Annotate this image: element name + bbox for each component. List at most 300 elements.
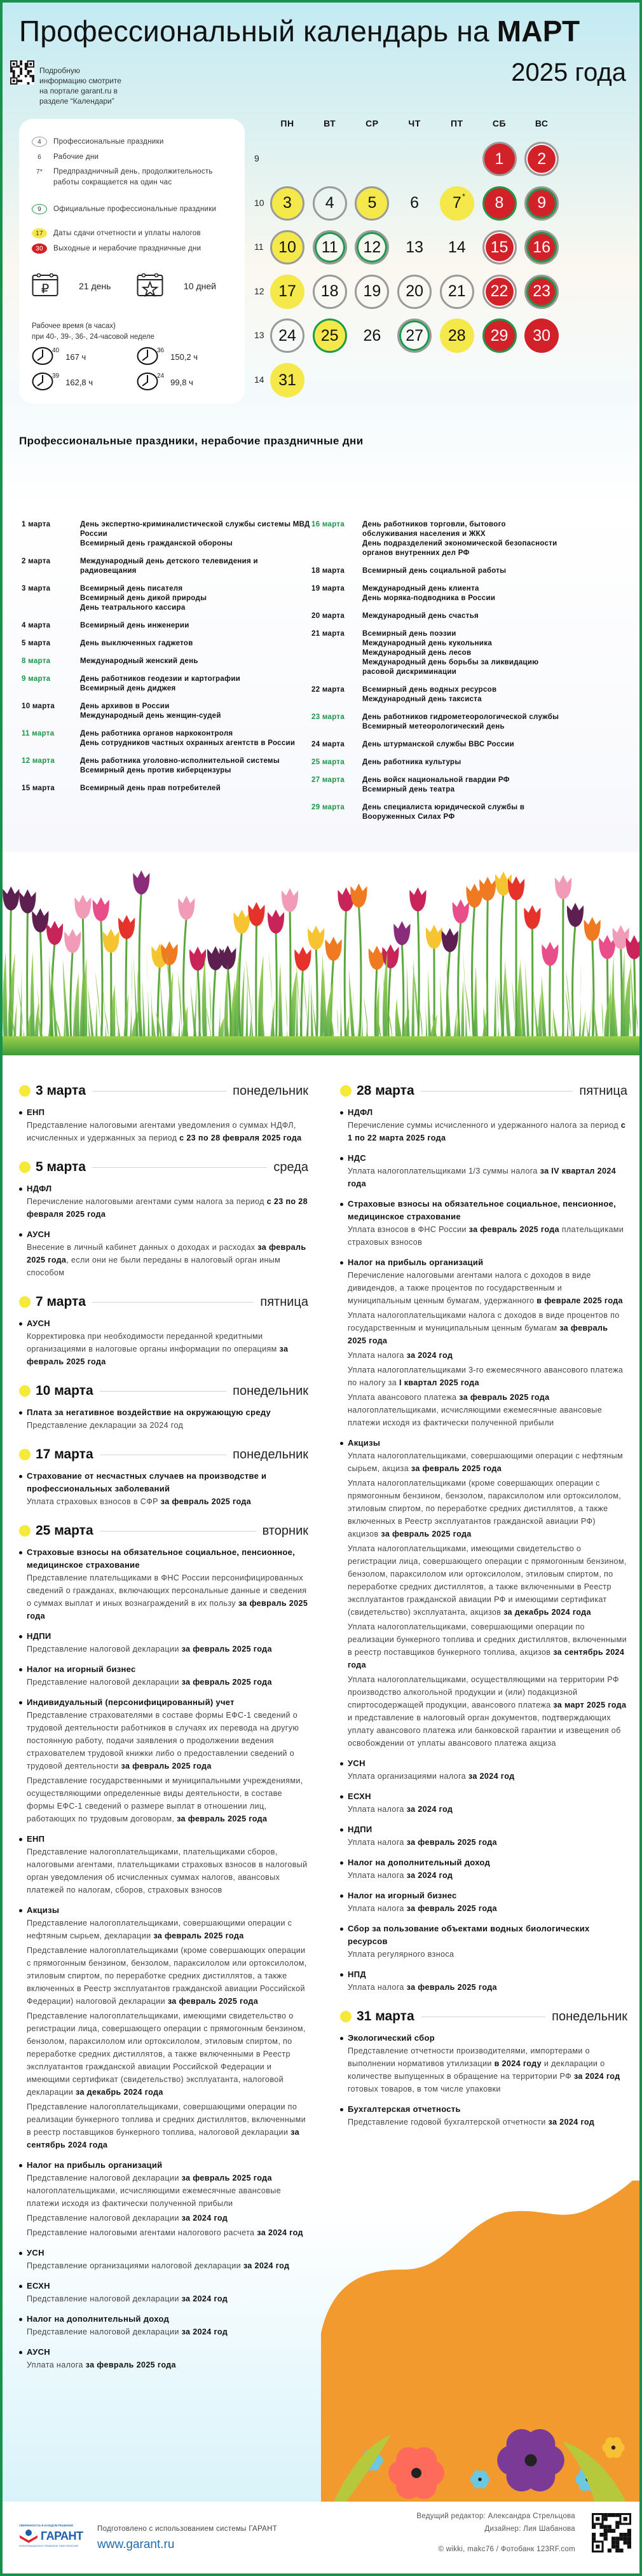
calendar-day[interactable] xyxy=(270,186,304,221)
weekday-header: СР xyxy=(365,118,379,128)
stat-workdays-value: 21 день xyxy=(79,280,111,291)
legend-label: Даты сдачи отчетности и уплаты налогов xyxy=(53,230,201,237)
deadline-item xyxy=(19,2247,308,2272)
deadline-header xyxy=(19,1381,308,1401)
holiday-name: Международный день клиента xyxy=(362,585,479,593)
flowers-illustration xyxy=(321,2181,639,2502)
day-number: 13 xyxy=(406,238,423,256)
description-text: Уплата налогоплательщиками налога с доходов в виде процентов по государственным и муниципальным ценным бумагам xyxy=(348,1311,620,1333)
deadline-header xyxy=(19,1444,308,1465)
deadline-item-title: Индивидуальный (персонифицированный) учет xyxy=(27,1697,235,1707)
calendar-day[interactable] xyxy=(355,275,389,309)
day-number: 27 xyxy=(406,326,423,345)
deadline-date: 3 марта xyxy=(36,1083,86,1098)
deadline-weekday: понедельник xyxy=(233,1083,308,1098)
deadline-day xyxy=(19,1444,308,1508)
week-number: 12 xyxy=(254,285,264,296)
credits xyxy=(416,2510,575,2556)
stat-holidays xyxy=(137,273,216,299)
divider xyxy=(92,1302,254,1303)
calendar-day[interactable] xyxy=(440,186,474,221)
holiday-item xyxy=(311,612,566,621)
page-year: 2025 года xyxy=(511,58,626,86)
description-text: Представление налоговыми агентами уведомления о суммах НДФЛ, исчисленных и удержанных за период xyxy=(27,1121,296,1142)
qr-code-icon[interactable] xyxy=(592,2513,631,2552)
holiday-item xyxy=(311,566,566,576)
description-text: Уплата налога xyxy=(348,1805,407,1814)
holiday-names xyxy=(80,621,315,631)
deadline-description xyxy=(27,1676,308,1689)
deadline-description xyxy=(27,1330,308,1368)
deadline-item-title: Плата за негативное воздействие на окружающую среду xyxy=(27,1408,271,1417)
deadline-period: за февраль 2025 года xyxy=(27,1599,308,1620)
deadline-item xyxy=(19,1546,308,1622)
legend-item xyxy=(32,228,225,239)
legend-label: Выходные и нерабочие праздничные дни xyxy=(53,245,201,252)
holiday-name: Всемирный день гражданской обороны xyxy=(80,540,233,547)
day-number: 8 xyxy=(495,194,504,212)
deadline-description xyxy=(27,1944,308,2008)
yellow-dot-icon xyxy=(19,1296,31,1308)
deadline-date: 28 марта xyxy=(357,1083,414,1098)
holiday-names xyxy=(362,520,559,558)
holiday-item xyxy=(22,675,320,694)
calendar-day[interactable] xyxy=(397,275,432,309)
holiday-date: 5 марта xyxy=(22,640,51,647)
deadline-item xyxy=(340,1790,627,1816)
description-text: Представление налогоплательщиками, имеющими свидетельство о регистрации лица, совершающего операции с прямогонным бензином, бензолом, параксилолом или ортоксилолом, этиловым спиртом, по переработке средних дистиллятов, а также включенными в Реестр эксплуатантов гражданской авиации Российской Федерации и имеющими сертификат (свидетельство) эксплуатанта, налоговой декларации xyxy=(27,2011,306,2097)
calendar-day[interactable] xyxy=(524,142,559,176)
description-text: Уплата налога xyxy=(348,1838,407,1847)
holiday-name: День работников геодезии и картографии xyxy=(80,675,241,683)
yellow-dot-icon xyxy=(19,1525,31,1537)
day-number: 9 xyxy=(537,194,547,212)
holiday-names xyxy=(362,566,559,576)
hours-value: 99,8 ч xyxy=(170,378,193,387)
deadline-description xyxy=(348,1902,627,1915)
calendar-day[interactable] xyxy=(482,186,517,221)
description-text: Представление налоговой декларации xyxy=(27,2214,182,2223)
deadline-date: 5 марта xyxy=(36,1160,86,1174)
holiday-name: День моряка-подводника в России xyxy=(362,594,496,602)
yellow-dot-icon xyxy=(340,1085,352,1097)
deadline-description xyxy=(27,2212,308,2224)
deadline-period: за 2024 год xyxy=(181,2214,228,2223)
deadline-period: за 2024 год xyxy=(573,2072,620,2081)
deadline-weekday: понедельник xyxy=(552,2009,627,2024)
hours-value: 162,8 ч xyxy=(65,378,93,387)
holiday-item xyxy=(22,520,320,549)
deadline-description xyxy=(27,2292,308,2305)
holiday-name: Международный день борьбы за ликвидацию расовой дискриминации xyxy=(362,659,539,676)
deadline-period: за февраль 2025 года xyxy=(160,1497,252,1506)
deadline-period: за февраль 2025 года xyxy=(406,1983,497,1992)
calendar-day[interactable] xyxy=(270,319,304,353)
deadline-period: за февраль 2025 года xyxy=(181,1678,272,1687)
description-text: и представление в налоговый орган документов, подтверждающих уплату авансового платежа или банковской гарантии и извещения об освобождении от уплаты авансового платежа акциза xyxy=(348,1713,621,1748)
calendar-day[interactable] xyxy=(313,275,347,309)
calendar-day[interactable] xyxy=(482,319,517,353)
description-text: Уплата налога xyxy=(348,1983,407,1992)
worktime-caption xyxy=(32,321,154,343)
deadline-description xyxy=(348,1673,627,1750)
holiday-name: День театрального кассира xyxy=(80,604,186,612)
deadline-item-title: Сбор за пользование объектами водных биологических ресурсов xyxy=(348,1924,590,1946)
calendar-day[interactable] xyxy=(524,230,559,264)
prepared-note: Подготовлено с использованием системы ГАРАНТ xyxy=(97,2525,278,2533)
holiday-item xyxy=(22,657,320,666)
holiday-name: День работника органов наркоконтроля xyxy=(80,730,233,737)
holiday-name: День архивов в России xyxy=(80,702,170,710)
logo-tagline: УВЕРЕННОСТЬ В КАЖДОМ РЕШЕНИИ xyxy=(19,2524,73,2527)
deadline-item-title: Экологический сбор xyxy=(348,2033,435,2043)
holiday-date: 24 марта xyxy=(311,741,345,748)
description-text: Уплата страховых взносов в СФР xyxy=(27,1497,161,1506)
deadline-description xyxy=(348,1165,627,1190)
description-text: плательщиками страховых взносов xyxy=(348,1225,624,1247)
day-number: 6 xyxy=(410,194,420,212)
deadline-period: за февраль 2025 года xyxy=(85,2360,176,2369)
description-text: Представление налоговой декларации xyxy=(27,1645,182,1654)
week-number: 9 xyxy=(254,153,259,163)
page-title xyxy=(19,14,580,48)
deadline-day xyxy=(19,1157,308,1279)
holiday-item xyxy=(22,584,320,613)
legend-label: Предпраздничный день, продолжительность работы сокращается на один час xyxy=(53,168,213,186)
description-text: Представление годовой бухгалтерской отчетности xyxy=(348,2118,549,2127)
stat-workdays xyxy=(32,273,111,299)
day-number: 5 xyxy=(367,194,377,212)
deadline-item-title: Страховые взносы на обязательное социальное, пенсионное, медицинское страхование xyxy=(27,1547,296,1570)
deadline-description xyxy=(348,2116,627,2128)
description-text: Перечисление суммы исчисленного и удержанного налога за период xyxy=(348,1121,621,1130)
week-hours: 39 xyxy=(52,373,60,380)
calendar-day[interactable] xyxy=(440,230,474,264)
calendar-day[interactable] xyxy=(482,275,517,309)
legend-sample-plain: 7* xyxy=(36,168,43,175)
deadline-period: за февраль 2025 года xyxy=(181,2174,272,2182)
ruble-calendar-icon xyxy=(32,273,69,299)
holidays-list-left xyxy=(22,520,320,802)
holiday-names xyxy=(80,675,315,694)
deadline-item-title: АУСН xyxy=(27,1230,50,1239)
holiday-date: 2 марта xyxy=(22,558,51,565)
description-text: Корректировка при необходимости переданной кредитными организациями в налоговые органы информации по операциям xyxy=(27,1332,280,1353)
deadline-description xyxy=(27,1917,308,1942)
holiday-names xyxy=(362,740,559,750)
deadline-description xyxy=(348,1119,627,1144)
deadline-weekday: среда xyxy=(273,1160,308,1174)
description-text: Уплата налогоплательщиками (кроме совершающих операции с прямогонным бензином, бензолом, параксилолом или ортоксилолом, этиловым спиртом, по переработке средних дистиллятов, а также включенных в Реестр эксплуатантов гражданской авиации РФ) акцизов xyxy=(348,1479,622,1538)
holiday-item xyxy=(22,729,320,748)
day-number: 29 xyxy=(490,326,509,345)
description-text: Представление налогоплательщиками, плательщиками сборов, налоговыми агентами, плательщиками страховых взносов в налоговый орган уведомления об исчисленных суммах налогов, авансовых платежей по налогам, сборов, страховых взносов xyxy=(27,1847,308,1894)
deadline-period: за февраль 2025 года xyxy=(167,1997,259,2006)
holiday-item xyxy=(311,776,566,795)
week-number: 13 xyxy=(254,330,264,341)
deadline-description xyxy=(348,1620,627,1671)
deadline-period: за 2024 год xyxy=(548,2118,595,2127)
divider xyxy=(92,1091,226,1092)
deadline-description xyxy=(27,2010,308,2099)
holiday-name: День специалиста юридической службы в Вооруженных Силах РФ xyxy=(362,804,525,821)
day-number: 7 xyxy=(452,194,461,212)
holiday-name: Всемирный день социальной работы xyxy=(362,567,507,575)
holiday-name: Международный день лесов xyxy=(362,649,472,657)
holiday-date: 29 марта xyxy=(311,804,345,811)
day-number: 15 xyxy=(490,238,509,256)
deadline-item-title: АУСН xyxy=(27,2347,50,2357)
deadline-item xyxy=(340,1437,627,1750)
calendar-day[interactable] xyxy=(270,275,304,309)
worktime-hours xyxy=(32,372,93,393)
description-text: Представление плательщиками в ФНС России персонифицированных сведений о гражданах, включающих персональные данные и сведения о суммах выплат и иных вознаграждений в их пользу xyxy=(27,1573,307,1608)
week-number: 10 xyxy=(254,197,264,208)
calendar-day[interactable] xyxy=(270,363,304,397)
holiday-item xyxy=(22,784,320,793)
description-text: Уплата налога xyxy=(348,1904,407,1913)
svg-text:₽: ₽ xyxy=(41,282,50,296)
day-number: 25 xyxy=(320,326,339,345)
deadline-item xyxy=(19,1470,308,1508)
deadline-date: 7 марта xyxy=(36,1294,86,1309)
holiday-names xyxy=(80,557,315,576)
day-number: 30 xyxy=(533,326,551,345)
garant-link[interactable]: www.garant.ru xyxy=(97,2538,175,2551)
qr-code-icon[interactable] xyxy=(10,60,34,85)
yellow-dot-icon xyxy=(340,2011,352,2022)
holiday-name: Международный день женщин-судей xyxy=(80,712,221,720)
calendar-day[interactable] xyxy=(313,230,347,264)
holiday-name: Международный день детского телевидения и радиовещания xyxy=(80,558,258,575)
deadline-period: за февраль 2025 года xyxy=(348,1324,608,1345)
description-text: Представление налогоплательщиками, совершающими операции с нефтяным сырьем, декларации xyxy=(27,1919,292,1940)
deadline-description xyxy=(348,1803,627,1816)
description-text: Представление налоговой декларации xyxy=(27,2174,182,2182)
calendar-day[interactable] xyxy=(397,230,432,264)
calendar-day[interactable] xyxy=(313,319,347,353)
deadline-item xyxy=(19,1406,308,1432)
deadline-item xyxy=(19,1663,308,1689)
deadline-item-title: Налог на дополнительный доход xyxy=(348,1858,491,1867)
description-text: готовых товаров, в том числе упаковки xyxy=(348,2085,501,2093)
description-text: Представление страхователями в составе формы ЕФС-1 сведений о трудовой деятельности работников в случаях их перевода на другую постоянную работу, подачи заявления о продолжении ведения страхователем трудовой книжки либо о предоставлении сведений о трудовой деятельности xyxy=(27,1711,299,1771)
holiday-date: 4 марта xyxy=(22,622,51,629)
weekday-header: ВС xyxy=(535,118,549,128)
description-text: Представление отчетности производителями, импортерами о выполнении нормативов утилизации xyxy=(348,2046,590,2068)
deadline-item-title: Акцизы xyxy=(348,1438,381,1448)
description-text: налогоплательщиками, исчисляющими ежемесячные авансовые платежи исходя из фактически полученной прибыли xyxy=(27,2186,282,2208)
holiday-item xyxy=(311,803,566,822)
deadline-item xyxy=(19,2280,308,2305)
holiday-date: 8 марта xyxy=(22,657,51,665)
deadline-description xyxy=(27,2259,308,2272)
holiday-date: 3 марта xyxy=(22,585,51,593)
deadline-item xyxy=(340,1889,627,1915)
description-text: Представление налоговыми агентами налогового расчета xyxy=(27,2228,257,2237)
deadline-description xyxy=(27,1774,308,1825)
worktime-title: Рабочее время (в часах) xyxy=(32,322,116,330)
holiday-item xyxy=(311,685,566,704)
deadline-description xyxy=(348,1449,627,1475)
deadline-header xyxy=(19,1081,308,1101)
deadline-date: 10 марта xyxy=(36,1383,93,1398)
week-hours: 36 xyxy=(157,347,165,354)
deadline-item-title: ЕНП xyxy=(27,1834,45,1844)
deadline-description xyxy=(27,1119,308,1144)
deadline-item xyxy=(19,2159,308,2239)
yellow-dot-icon xyxy=(19,1449,31,1460)
deadline-weekday: пятница xyxy=(579,1083,627,1098)
day-number: 16 xyxy=(533,238,551,256)
deadline-date: 25 марта xyxy=(36,1523,93,1538)
calendar-day[interactable] xyxy=(355,186,389,221)
holiday-date: 20 марта xyxy=(311,612,345,620)
holiday-item xyxy=(22,702,320,721)
holiday-date: 23 марта xyxy=(311,713,345,721)
calendar-day[interactable] xyxy=(440,319,474,353)
deadline-weekday: понедельник xyxy=(233,1447,308,1462)
legend-item xyxy=(32,204,225,215)
holiday-item xyxy=(311,629,566,677)
holiday-names xyxy=(80,784,315,793)
worktime-subtitle: при 40-, 39-, 36-, 24-часовой неделе xyxy=(32,333,154,341)
deadline-date: 31 марта xyxy=(357,2009,414,2024)
holiday-date: 27 марта xyxy=(311,776,345,784)
deadline-item-title: Бухгалтерская отчетность xyxy=(348,2104,461,2114)
deadline-item xyxy=(340,1757,627,1783)
garant-logo[interactable] xyxy=(19,2524,83,2547)
holiday-name: Международный день счастья xyxy=(362,612,479,620)
designer-credit: Дизайнер: Лия Шабанова xyxy=(484,2525,575,2533)
day-number: 18 xyxy=(320,282,339,301)
description-text: Уплата налога xyxy=(348,1351,407,1360)
calendar-day[interactable] xyxy=(524,275,559,309)
deadline-description xyxy=(27,1195,308,1221)
holiday-name: Международный день таксиста xyxy=(362,695,482,703)
day-number: 3 xyxy=(283,194,292,212)
deadline-period: за февраль 2025 года xyxy=(121,1762,212,1771)
holiday-names xyxy=(80,520,315,549)
deadline-description xyxy=(348,1948,627,1961)
holiday-item xyxy=(22,757,320,776)
calendar-day[interactable] xyxy=(440,275,474,309)
day-number: 10 xyxy=(278,238,296,256)
holiday-names xyxy=(80,584,315,613)
deadline-header xyxy=(340,2006,627,2027)
deadline-period: за февраль 2025 года xyxy=(381,1530,472,1538)
deadline-item xyxy=(340,2032,627,2095)
deadline-description xyxy=(348,1391,627,1429)
deadline-period: за декабрь 2024 года xyxy=(503,1608,591,1617)
yellow-dot-icon xyxy=(19,1385,31,1397)
deadline-period: за 2024 год xyxy=(406,1351,453,1360)
deadline-weekday: вторник xyxy=(262,1523,308,1538)
clock-icon xyxy=(137,372,158,393)
deadline-item xyxy=(19,2313,308,2338)
deadline-item xyxy=(19,2346,308,2371)
preholiday-mark: * xyxy=(462,191,465,201)
deadline-period: за 2024 год xyxy=(181,2327,228,2336)
deadline-description xyxy=(27,1241,308,1279)
description-text: Уплата налогоплательщиками, осуществляющими на территории РФ производство алкогольной продукции и (или) подакцизной спиртосодержащей продукции, авансового платежа xyxy=(348,1675,619,1709)
day-number: 24 xyxy=(278,326,296,345)
day-number: 28 xyxy=(447,326,466,345)
deadline-item-title: НПД xyxy=(348,1970,366,1979)
deadline-item xyxy=(19,1106,308,1144)
weekday-header: ЧТ xyxy=(408,118,421,128)
deadline-period: за сентябрь 2024 года xyxy=(27,2128,299,2149)
holiday-names xyxy=(362,803,559,822)
deadline-period: за февраль 2025 года xyxy=(153,1931,244,1940)
day-number: 4 xyxy=(325,194,334,212)
week-hours: 24 xyxy=(157,373,165,380)
deadline-item xyxy=(19,1904,308,2151)
deadline-period: за февраль 2025 года xyxy=(27,1345,289,1366)
deadline-item-title: Налог на прибыль организаций xyxy=(27,2160,163,2170)
deadline-weekday: пятница xyxy=(260,1294,308,1309)
holidays-list-right xyxy=(311,520,566,830)
deadline-item-title: ЕСХН xyxy=(27,2281,50,2291)
calendar-day[interactable] xyxy=(482,142,517,176)
deadline-date: 17 марта xyxy=(36,1447,93,1462)
description-text: Перечисление налоговыми агентами налога с доходов в виде дивидендов, а также процентов по государственным и муниципальным ценным бумагам, удержанного xyxy=(348,1271,591,1305)
yellow-dot-icon xyxy=(19,1161,31,1173)
calendar-day[interactable] xyxy=(524,186,559,221)
divider xyxy=(100,1391,226,1392)
divider xyxy=(92,1167,267,1168)
holiday-name: День работников торговли, бытового обслуживания населения и ЖКХ xyxy=(362,521,506,538)
divider xyxy=(421,1091,573,1092)
legend-sample-gray: 4 xyxy=(32,137,47,147)
calendar-day[interactable] xyxy=(313,186,347,221)
photo-copyright: © wikki, makc76 / Фотобанк 123RF.com xyxy=(438,2545,575,2553)
deadline-item-title: Налог на прибыль организаций xyxy=(348,1257,484,1267)
deadline-description xyxy=(27,2359,308,2371)
editor-credit: Ведущий редактор: Александра Стрельцова xyxy=(416,2512,575,2520)
calendar-day[interactable] xyxy=(270,230,304,264)
description-text: Уплата налога xyxy=(348,1871,407,1880)
description-text: Представление налогоплательщиками (кроме совершающих операции с прямогонным бензином, бензолом, параксилолом или ортоксилолом, этиловым спиртом, по переработке средних дистиллятов, а также включенных в Реестр эксплуатантов гражданской авиации Российской Федерации) налоговой декларации xyxy=(27,1946,307,2006)
holiday-names xyxy=(362,776,559,795)
holiday-date: 16 марта xyxy=(311,521,345,528)
holiday-name: Международный женский день xyxy=(80,657,198,665)
calendar-day[interactable] xyxy=(482,230,517,264)
deadline-period: за февраль 2025 года xyxy=(406,1838,497,1847)
deadline-item-title: Страхование от несчастных случаев на производстве и профессиональных заболеваний xyxy=(27,1471,267,1493)
holiday-name: Всемирный день диджея xyxy=(80,685,176,692)
holiday-date: 10 марта xyxy=(22,702,55,710)
deadline-period: I квартал 2025 года xyxy=(399,1378,479,1387)
description-text: Представление налоговой декларации xyxy=(27,2327,182,2336)
deadline-description xyxy=(348,1981,627,1994)
deadline-item xyxy=(340,1106,627,1144)
description-text: Уплата авансового платежа xyxy=(348,1393,460,1402)
deadline-item xyxy=(340,1198,627,1249)
holiday-names xyxy=(362,758,559,767)
star-calendar-icon xyxy=(137,273,174,299)
legend-sample-yellow: 17 xyxy=(32,228,47,238)
deadline-day xyxy=(19,1081,308,1144)
garant-emblem-icon xyxy=(19,2529,38,2543)
calendar-day[interactable] xyxy=(397,186,432,221)
holiday-name: Всемирный день против киберцензуры xyxy=(80,767,231,774)
day-number: 26 xyxy=(363,326,381,345)
clock-icon xyxy=(32,372,53,393)
holiday-item xyxy=(311,584,566,603)
description-text: Уплата налогоплательщиками, имеющими свидетельство о регистрации лица, совершающего операции с прямогонным бензином, бензолом, параксилолом или ортоксилолом, этиловым спиртом, по переработке средних дистиллятов, а также включенными в Реестр эксплуатантов гражданской авиации РФ и имеющими сертификат (свидетельство) эксплуатанта, акцизов xyxy=(348,1544,627,1617)
yellow-dot-icon xyxy=(19,1085,31,1097)
